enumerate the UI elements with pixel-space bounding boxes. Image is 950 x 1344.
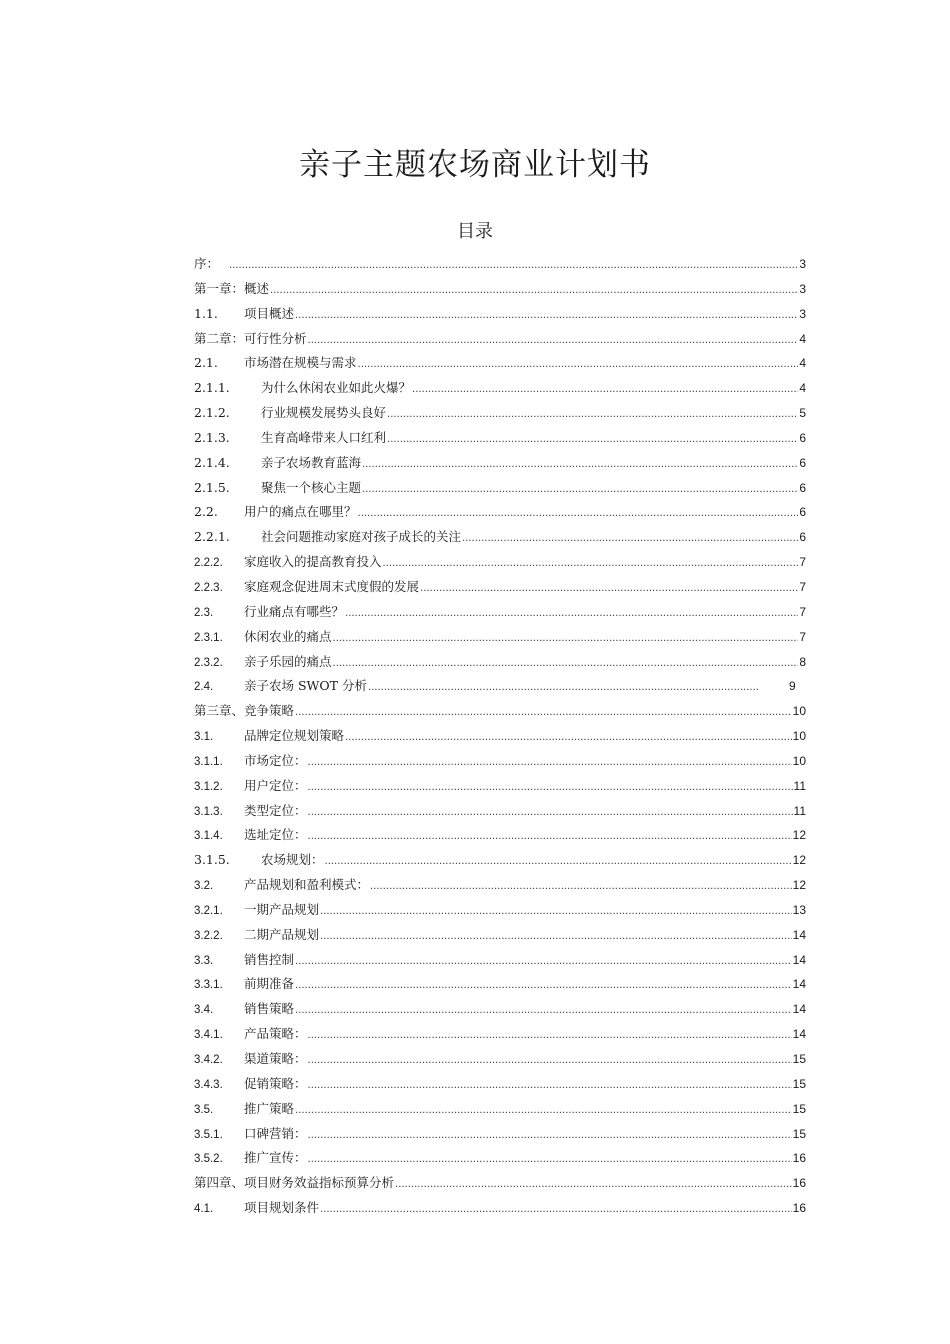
toc-entry-page: 14 — [792, 977, 806, 992]
toc-entry[interactable] — [194, 476, 806, 501]
toc-entry[interactable] — [194, 898, 806, 923]
toc-entry-label: 市场潜在规模与需求 — [244, 355, 357, 371]
toc-entry[interactable] — [194, 724, 806, 749]
toc-dot-leader — [345, 602, 798, 627]
toc-entry-page: 5 — [799, 406, 806, 421]
toc-entry-page: 7 — [799, 555, 806, 570]
toc-entry[interactable] — [194, 600, 806, 625]
toc-entry-page: 12 — [792, 828, 806, 843]
toc-entry-page: 6 — [799, 505, 806, 520]
toc-entry[interactable] — [194, 749, 806, 774]
toc-entry-page: 3 — [799, 257, 806, 271]
toc-entry-label: 家庭收入的提高教育投入 — [244, 554, 382, 570]
toc-entry-page: 16 — [792, 1201, 806, 1216]
toc-entry-number: 序： — [194, 256, 220, 271]
toc-entry-page: 4 — [799, 331, 806, 346]
toc-entry-page: 14 — [792, 927, 806, 942]
toc-entry-number: 3.4.1. — [194, 1029, 223, 1042]
toc-entry-label: 家庭观念促进周末式度假的发展 — [244, 578, 420, 594]
toc-dot-leader — [295, 1099, 792, 1124]
toc-entry-label: 生育高峰带来人口红利 — [261, 429, 387, 445]
toc-entry[interactable] — [194, 873, 806, 898]
toc-dot-leader — [412, 378, 798, 403]
toc-entry-label: 为什么休闲农业如此火爆？ — [261, 380, 412, 396]
toc-entry[interactable] — [194, 1196, 806, 1221]
toc-entry-label: 行业规模发展势头良好 — [261, 405, 387, 421]
toc-entry-number: 3.2.2. — [194, 929, 223, 942]
toc-entry[interactable] — [194, 351, 806, 376]
toc-dot-leader — [358, 502, 799, 527]
toc-dot-leader — [295, 950, 792, 975]
toc-dot-leader — [325, 850, 792, 875]
toc-entry-label: 项目规划条件 — [244, 1200, 320, 1216]
toc-entry-number: 2.4. — [194, 681, 214, 694]
toc-entry[interactable] — [194, 426, 806, 451]
toc-entry[interactable] — [194, 277, 806, 302]
toc-entry-number: 3.5.1. — [194, 1128, 223, 1141]
toc-entry-page: 4 — [799, 381, 806, 396]
toc-dot-leader — [320, 925, 792, 950]
toc-entry-number: 3.1.5. — [194, 852, 230, 868]
toc-dot-leader — [308, 825, 792, 850]
toc-dot-leader — [308, 1024, 792, 1049]
toc-entry-number: 2.2.2. — [194, 557, 223, 570]
toc-dot-leader — [308, 801, 793, 826]
toc-entry[interactable] — [194, 575, 806, 600]
toc-dot-leader — [368, 676, 758, 701]
toc-entry-page: 15 — [792, 1052, 806, 1066]
toc-dot-leader — [320, 900, 792, 925]
toc-entry-number: 4.1. — [194, 1203, 214, 1216]
toc-entry-page: 10 — [792, 729, 806, 744]
toc-entry-label: 二期产品规划 — [244, 926, 320, 942]
toc-entry-label: 社会问题推动家庭对孩子成长的关注 — [261, 529, 462, 545]
toc-entry-label: 休闲农业的痛点 — [244, 628, 332, 644]
toc-entry[interactable] — [194, 923, 806, 948]
toc-entry-page: 14 — [792, 1002, 806, 1017]
toc-entry[interactable] — [194, 1122, 806, 1147]
toc-dot-leader — [333, 627, 799, 652]
toc-dot-leader — [358, 353, 799, 378]
toc-entry-label: 项目概述 — [244, 305, 295, 321]
toc-entry-label: 用户的痛点在哪里？ — [244, 504, 357, 520]
toc-entry-page: 12 — [792, 853, 806, 868]
toc-entry-page: 16 — [792, 1176, 806, 1191]
toc-entry-number: 3.1.3. — [194, 805, 223, 818]
toc-entry[interactable] — [194, 1072, 806, 1097]
toc-entry-label: 渠道策略： — [244, 1051, 307, 1066]
toc-entry-page: 14 — [792, 1027, 806, 1042]
toc-entry-page: 3 — [799, 281, 806, 296]
toc-entry-page: 12 — [792, 878, 806, 893]
toc-entry-number: 3.5. — [194, 1103, 214, 1116]
toc-entry-label: 一期产品规划 — [244, 901, 320, 917]
toc-entry-page: 8 — [799, 654, 806, 669]
toc-entry-label: 促销策略： — [244, 1075, 307, 1091]
toc-entry[interactable] — [194, 500, 806, 525]
toc-entry-label: 用户定位： — [244, 777, 307, 793]
toc-dot-leader — [362, 453, 798, 478]
toc-dot-leader — [308, 329, 799, 354]
toc-entry-number: 3.1.2. — [194, 780, 223, 793]
toc-entry-number: 2.2.3. — [194, 581, 223, 594]
toc-entry-page: 15 — [792, 1101, 806, 1116]
toc-entry-number: 3.4.3. — [194, 1078, 223, 1091]
toc-entry[interactable] — [194, 948, 806, 973]
toc-entry[interactable] — [194, 1047, 806, 1072]
toc-entry-page: 4 — [799, 356, 806, 371]
toc-entry-page: 10 — [792, 753, 806, 768]
toc-entry-number: 3.1.1. — [194, 755, 223, 768]
toc-entry-number: 3.1.4. — [194, 830, 223, 843]
toc-entry-page: 13 — [792, 902, 806, 917]
toc-entry-number: 3.4. — [194, 1004, 214, 1017]
toc-entry-label: 口碑营销： — [244, 1125, 307, 1141]
toc-entry[interactable] — [194, 848, 806, 873]
toc-entry[interactable] — [194, 525, 806, 550]
toc-entry-number: 第二章：可行性分析 — [194, 330, 307, 346]
toc-entry-page: 7 — [799, 629, 806, 644]
toc-entry-number: 3.5.2. — [194, 1153, 223, 1166]
toc-dot-leader — [295, 701, 792, 726]
toc-entry-page: 11 — [793, 803, 806, 818]
toc-entry-label: 销售策略 — [244, 1001, 295, 1017]
toc-entry-page: 6 — [799, 430, 806, 445]
toc-entry-number: 第三章、竞争策略 — [194, 703, 295, 719]
toc-entry-label: 产品策略： — [244, 1026, 307, 1042]
toc-dot-leader — [308, 751, 792, 776]
toc-entry-page: 7 — [799, 604, 806, 619]
toc-entry-page: 16 — [792, 1151, 806, 1166]
toc-dot-leader — [383, 552, 799, 577]
toc-dot-leader — [345, 726, 792, 751]
toc-entry-label: 品牌定位规划策略 — [244, 728, 345, 744]
toc-entry-label: 聚焦一个核心主题 — [261, 479, 362, 495]
toc-dot-leader — [387, 428, 798, 453]
toc-entry-page: 6 — [799, 480, 806, 495]
toc-dot-leader — [295, 304, 798, 329]
toc-entry-number: 1.1. — [194, 305, 218, 321]
toc-entry[interactable] — [194, 972, 806, 997]
toc-dot-leader — [395, 1173, 792, 1198]
table-of-contents — [194, 252, 806, 1221]
toc-entry-number: 2.1.1. — [194, 380, 230, 396]
toc-entry-number: 2.2. — [194, 504, 218, 520]
toc-entry-number: 2.2.1. — [194, 529, 230, 545]
toc-entry-number: 2.3.1. — [194, 631, 223, 644]
toc-dot-leader — [295, 999, 792, 1024]
toc-entry-number: 2.3. — [194, 606, 214, 619]
toc-entry-page: 6 — [799, 455, 806, 470]
toc-entry[interactable] — [194, 699, 806, 724]
toc-entry[interactable] — [194, 1171, 806, 1196]
toc-entry-label: 农场规划： — [261, 852, 324, 868]
toc-heading: 目录 — [457, 221, 493, 242]
toc-entry[interactable] — [194, 327, 806, 352]
toc-dot-leader — [308, 1148, 792, 1173]
toc-entry-label: 亲子农场 SWOT 分析 — [244, 678, 367, 694]
toc-entry[interactable] — [194, 550, 806, 575]
toc-dot-leader — [370, 875, 792, 900]
toc-entry[interactable] — [194, 774, 806, 799]
toc-entry-page: 11 — [793, 778, 806, 793]
toc-dot-leader — [270, 279, 798, 304]
toc-entry[interactable] — [194, 376, 806, 401]
toc-entry-page: 15 — [792, 1126, 806, 1141]
toc-entry-number: 2.1.4. — [194, 454, 230, 470]
toc-dot-leader — [333, 652, 799, 677]
toc-entry[interactable] — [194, 302, 806, 327]
toc-entry-label: 选址定位： — [244, 827, 307, 843]
toc-entry-number: 3.4.2. — [194, 1054, 223, 1066]
toc-dot-leader — [308, 776, 793, 801]
toc-entry[interactable] — [194, 1146, 806, 1171]
toc-entry-label: 推广策略 — [244, 1100, 295, 1116]
toc-dot-leader — [362, 478, 798, 503]
toc-entry-page: 7 — [799, 579, 806, 594]
toc-entry[interactable] — [194, 451, 806, 476]
toc-entry-label: 亲子农场教育蓝海 — [261, 454, 362, 470]
toc-entry-number: 3.3.1. — [194, 979, 223, 992]
toc-entry-number: 3.2.1. — [194, 904, 223, 917]
toc-entry-number: 2.1.2. — [194, 405, 230, 421]
toc-entry-page: 15 — [792, 1076, 806, 1091]
toc-dot-leader — [308, 1049, 792, 1074]
toc-entry-label: 产品规划和盈利模式： — [244, 877, 370, 893]
toc-entry-number: 3.1. — [194, 731, 214, 744]
toc-entry[interactable] — [194, 997, 806, 1022]
toc-entry-label: 行业痛点有哪些？ — [244, 603, 345, 619]
toc-entry[interactable] — [194, 1097, 806, 1122]
toc-entry-label: 亲子乐园的痛点 — [244, 653, 332, 669]
toc-entry[interactable] — [194, 252, 806, 277]
toc-entry-number: 2.1. — [194, 355, 218, 371]
toc-dot-leader — [420, 577, 798, 602]
toc-entry-number: 2.3.2. — [194, 656, 223, 669]
toc-entry-number: 第四章、项目财务效益指标预算分析 — [194, 1175, 395, 1191]
toc-entry-number: 2.1.3. — [194, 429, 230, 445]
toc-entry-page: 3 — [799, 306, 806, 321]
toc-entry-label: 前期准备 — [244, 976, 295, 992]
toc-entry-label: 市场定位： — [244, 752, 307, 768]
toc-entry-number: 2.1.5. — [194, 479, 230, 495]
toc-entry-page: 6 — [799, 530, 806, 545]
toc-entry-page: 14 — [792, 952, 806, 967]
toc-entry-page: 9 — [788, 679, 796, 694]
toc-entry[interactable] — [194, 401, 806, 426]
toc-dot-leader — [462, 527, 798, 552]
toc-entry[interactable] — [194, 625, 806, 650]
toc-entry-number: 3.3. — [194, 954, 214, 967]
toc-entry[interactable] — [194, 823, 806, 848]
toc-entry-label: 推广宣传： — [244, 1150, 307, 1166]
toc-entry[interactable] — [194, 674, 806, 699]
toc-dot-leader — [387, 403, 798, 428]
toc-dot-leader — [308, 1074, 792, 1099]
toc-entry[interactable] — [194, 799, 806, 824]
toc-entry-number: 第一章：概述 — [194, 280, 270, 296]
toc-dot-leader — [320, 1198, 792, 1223]
toc-entry[interactable] — [194, 650, 806, 675]
document-title: 亲子主题农场商业计划书 — [299, 147, 651, 183]
toc-dot-leader — [295, 974, 792, 999]
toc-entry-page: 10 — [792, 704, 806, 719]
toc-entry-label: 类型定位： — [244, 802, 307, 818]
toc-dot-leader — [308, 1124, 792, 1149]
toc-entry-number: 3.2. — [194, 880, 214, 893]
toc-dot-leader — [229, 254, 798, 279]
toc-entry[interactable] — [194, 1022, 806, 1047]
toc-entry-label: 销售控制 — [244, 951, 295, 967]
